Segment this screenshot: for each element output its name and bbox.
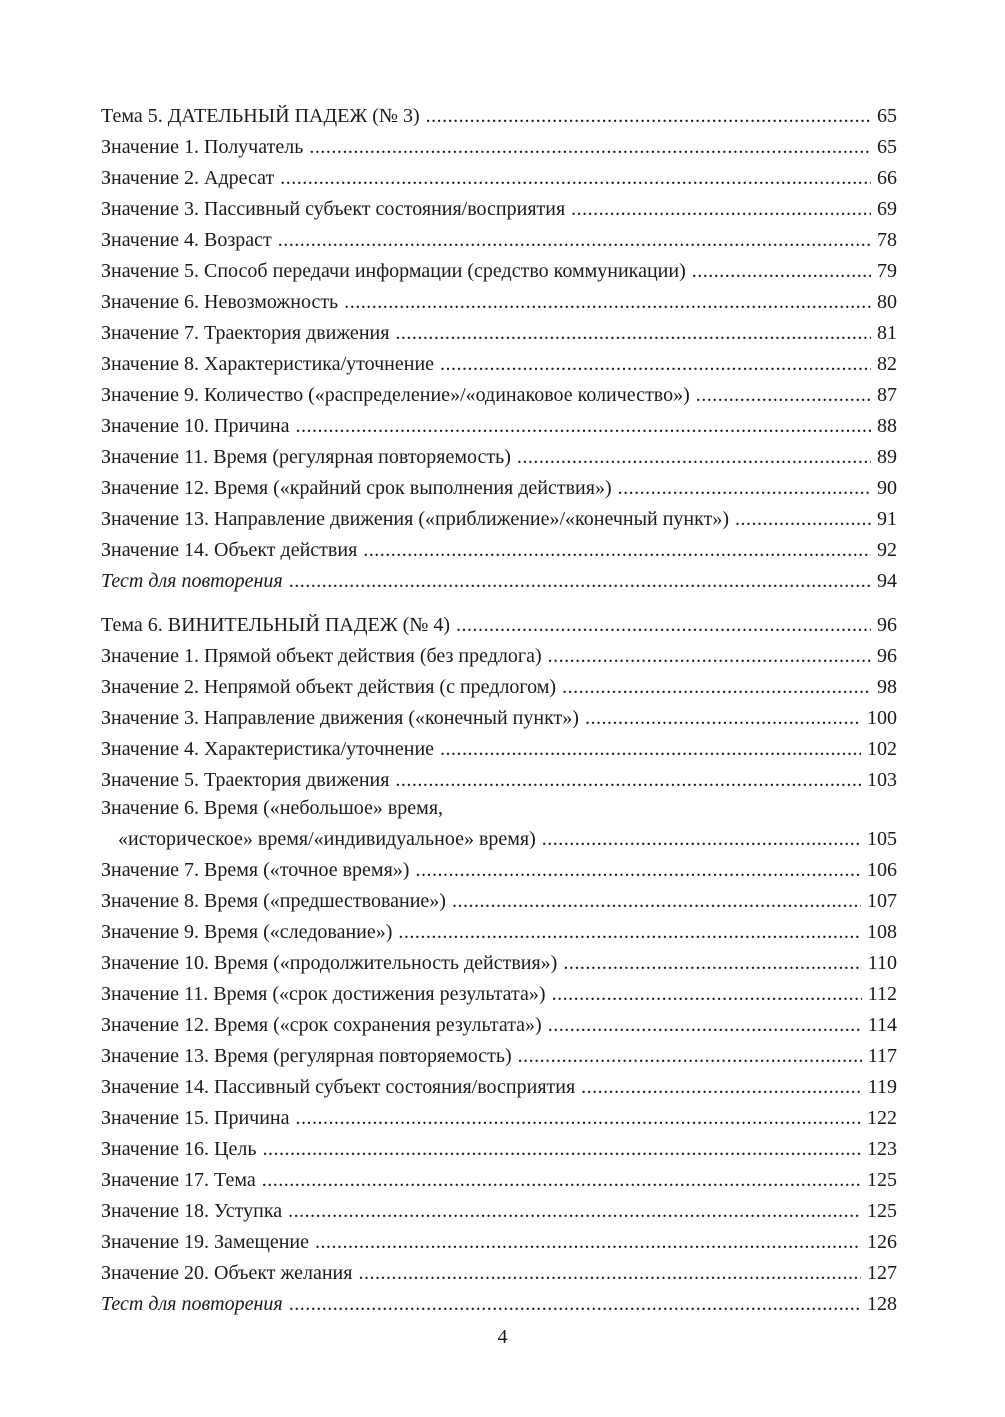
toc-entry-label: Значение 9. Количество («распределение»/«одинаковое количество») [101, 384, 690, 406]
toc-leader-dots [426, 101, 871, 132]
toc-entry-label: Значение 20. Объект желания [101, 1262, 353, 1284]
toc-entry-label: Значение 13. Время (регулярная повторяемость) [101, 1045, 512, 1067]
toc-entry-page: 117 [867, 1045, 897, 1067]
toc-leader-dots [517, 442, 871, 473]
toc-entry-label: Значение 5. Траектория движения [101, 769, 390, 791]
toc-entry-label: Значение 16. Цель [101, 1138, 257, 1160]
toc-entry-page: 112 [867, 983, 897, 1005]
toc-entry-label: Значение 3. Пассивный субъект состояния/восприятия [101, 198, 566, 220]
toc-entry-label: Тест для повторения [101, 1293, 283, 1315]
toc-entry-page: 65 [877, 136, 897, 158]
toc-entry[interactable] [101, 703, 897, 734]
toc-entry-label: Значение 18. Уступка [101, 1200, 283, 1222]
toc-entry-page: 122 [867, 1107, 897, 1129]
toc-section-dative [101, 101, 897, 597]
toc-entry-page: 98 [877, 676, 897, 698]
toc-entry-page: 91 [877, 508, 897, 530]
toc-entry[interactable] [101, 1196, 897, 1227]
toc-leader-dots [542, 824, 861, 855]
toc-entry[interactable] [101, 886, 897, 917]
toc-entry-page: 103 [867, 769, 897, 791]
toc-entry[interactable] [101, 256, 897, 287]
toc-leader-dots [278, 225, 871, 256]
toc-entry-label: Значение 4. Характеристика/уточнение [101, 738, 435, 760]
toc-entry-page: 88 [877, 415, 897, 437]
toc-entry-page: 100 [867, 707, 897, 729]
toc-entry-label: Значение 1. Получатель [101, 136, 304, 158]
toc-entry-label: Значение 2. Непрямой объект действия (с предлогом) [101, 676, 557, 698]
toc-entry[interactable] [101, 163, 897, 194]
toc-entry[interactable] [101, 194, 897, 225]
toc-entry[interactable] [101, 855, 897, 886]
toc-entry-page: 96 [877, 645, 897, 667]
toc-entry-label: Тест для повторения [101, 570, 283, 592]
toc-entry[interactable] [101, 1258, 897, 1289]
toc-entry-page: 119 [867, 1076, 897, 1098]
toc-leader-dots [452, 886, 861, 917]
toc-entry-label: Значение 14. Объект действия [101, 539, 358, 561]
toc-leader-dots [618, 473, 871, 504]
toc-entry[interactable] [101, 1227, 897, 1258]
toc-entry[interactable] [101, 948, 897, 979]
toc-entry-label: Значение 9. Время («следование») [101, 921, 393, 943]
toc-leader-dots [562, 672, 871, 703]
toc-entry[interactable] [101, 380, 897, 411]
toc-entry[interactable] [101, 765, 897, 796]
toc-entry-label: Значение 6. Невозможность [101, 291, 339, 313]
toc-leader-dots [692, 256, 871, 287]
toc-entry[interactable] [101, 442, 897, 473]
toc-leader-dots [262, 1165, 861, 1196]
toc-entry-page: 90 [877, 477, 897, 499]
toc-entry-label: Значение 2. Адресат [101, 167, 275, 189]
toc-leader-dots [288, 1196, 861, 1227]
toc-entry-page: 114 [867, 1014, 897, 1036]
toc-entry-review-test[interactable] [101, 566, 897, 597]
toc-entry[interactable] [101, 1010, 897, 1041]
toc-leader-dots [456, 610, 871, 641]
toc-leader-dots [440, 734, 861, 765]
toc-leader-dots [363, 535, 871, 566]
toc-entry-page: 106 [867, 859, 897, 881]
toc-entry-label: Тема 6. ВИНИТЕЛЬНЫЙ ПАДЕЖ (№ 4) [101, 614, 451, 636]
toc-entry[interactable] [101, 1072, 897, 1103]
toc-entry-label: Значение 17. Тема [101, 1169, 256, 1191]
toc-entry[interactable] [101, 132, 897, 163]
toc-entry-multiline[interactable] [101, 796, 897, 824]
toc-entry-page: 102 [867, 738, 897, 760]
toc-entry-heading[interactable] [101, 101, 897, 132]
toc-entry-label: Значение 12. Время («срок сохранения результата») [101, 1014, 542, 1036]
toc-leader-dots [395, 765, 861, 796]
toc-leader-dots [398, 917, 861, 948]
toc-entry[interactable] [101, 411, 897, 442]
toc-leader-dots [440, 349, 871, 380]
toc-entry-label: Значение 4. Возраст [101, 229, 272, 251]
toc-entry-page: 110 [867, 952, 897, 974]
toc-entry-page: 79 [877, 260, 897, 282]
toc-entry-label: Значение 10. Причина [101, 415, 290, 437]
toc-entry-label: Значение 10. Время («продолжительность действия») [101, 952, 558, 974]
page-number: 4 [497, 1326, 508, 1348]
toc-leader-dots [395, 318, 871, 349]
toc-entry-label: Значение 19. Замещение [101, 1231, 310, 1253]
toc-entry[interactable] [101, 225, 897, 256]
toc-leader-dots [280, 163, 871, 194]
toc-entry-page: 89 [877, 446, 897, 468]
toc-entry-label: Значение 7. Траектория движения [101, 322, 390, 344]
toc-entry-page: 87 [877, 384, 897, 406]
toc-entry-label: Значение 1. Прямой объект действия (без предлога) [101, 645, 542, 667]
toc-leader-dots [309, 132, 871, 163]
toc-entry-page: 69 [877, 198, 897, 220]
toc-entry-page: 128 [867, 1293, 897, 1315]
table-of-contents [101, 101, 897, 1320]
toc-entry-continuation[interactable] [101, 824, 897, 855]
toc-entry-page: 123 [867, 1138, 897, 1160]
toc-entry[interactable] [101, 672, 897, 703]
toc-leader-dots [315, 1227, 861, 1258]
toc-leader-dots [548, 1010, 862, 1041]
toc-entry-page: 78 [877, 229, 897, 251]
toc-entry-review-test[interactable] [101, 1289, 897, 1320]
toc-entry-label: Значение 7. Время («точное время») [101, 859, 410, 881]
toc-entry-page: 127 [867, 1262, 897, 1284]
toc-entry-label: Значение 11. Время («срок достижения результата») [101, 983, 546, 1005]
toc-leader-dots [571, 194, 871, 225]
toc-entry-label: Значение 14. Пассивный субъект состояния/восприятия [101, 1076, 576, 1098]
toc-entry[interactable] [101, 917, 897, 948]
toc-entry[interactable] [101, 1165, 897, 1196]
toc-entry[interactable] [101, 1041, 897, 1072]
toc-entry-page: 80 [877, 291, 897, 313]
toc-entry-label: Значение 13. Направление движения («приближение»/«конечный пункт») [101, 508, 729, 530]
toc-leader-dots [552, 979, 862, 1010]
toc-entry[interactable] [101, 535, 897, 566]
toc-leader-dots [296, 411, 871, 442]
toc-entry-page: 66 [877, 167, 897, 189]
toc-entry-page: 125 [867, 1200, 897, 1222]
toc-entry-page: 81 [877, 322, 897, 344]
toc-leader-dots [289, 1289, 861, 1320]
toc-entry[interactable] [101, 1134, 897, 1165]
toc-leader-dots [518, 1041, 862, 1072]
toc-leader-dots [585, 703, 861, 734]
toc-entry-label: Тема 5. ДАТЕЛЬНЫЙ ПАДЕЖ (№ 3) [101, 105, 420, 127]
toc-entry-page: 94 [877, 570, 897, 592]
toc-entry-label: Значение 11. Время (регулярная повторяемость) [101, 446, 511, 468]
toc-leader-dots [735, 504, 871, 535]
toc-entry[interactable] [101, 641, 897, 672]
toc-entry-page: 126 [867, 1231, 897, 1253]
toc-entry[interactable] [101, 287, 897, 318]
toc-entry-page: 105 [867, 828, 897, 850]
toc-entry[interactable] [101, 979, 897, 1010]
toc-leader-dots [344, 287, 871, 318]
toc-entry[interactable] [101, 349, 897, 380]
toc-leader-dots [415, 855, 861, 886]
toc-entry-label: Значение 3. Направление движения («конечный пункт») [101, 707, 579, 729]
toc-entry-page: 82 [877, 353, 897, 375]
toc-leader-dots [262, 1134, 861, 1165]
toc-entry-heading[interactable] [101, 610, 897, 641]
toc-leader-dots [696, 380, 871, 411]
toc-leader-dots [548, 641, 871, 672]
toc-entry-page: 96 [877, 614, 897, 636]
toc-entry-page: 108 [867, 921, 897, 943]
toc-leader-dots [581, 1072, 862, 1103]
toc-entry-label: Значение 6. Время («небольшое» время, [101, 797, 444, 819]
toc-leader-dots [289, 566, 871, 597]
toc-entry[interactable] [101, 473, 897, 504]
toc-entry-page: 107 [867, 890, 897, 912]
toc-entry-label: Значение 15. Причина [101, 1107, 290, 1129]
toc-entry[interactable] [101, 504, 897, 535]
toc-entry-page: 125 [867, 1169, 897, 1191]
toc-entry-label-continuation: «историческое» время/«индивидуальное» время) [118, 828, 536, 850]
toc-leader-dots [563, 948, 861, 979]
toc-entry-label: Значение 5. Способ передачи информации (средство коммуникации) [101, 260, 686, 282]
toc-leader-dots [296, 1103, 861, 1134]
toc-entry-label: Значение 12. Время («крайний срок выполнения действия») [101, 477, 612, 499]
toc-entry-page: 92 [877, 539, 897, 561]
toc-entry[interactable] [101, 318, 897, 349]
toc-entry-label: Значение 8. Характеристика/уточнение [101, 353, 435, 375]
toc-entry-label: Значение 8. Время («предшествование») [101, 890, 446, 912]
toc-entry-page: 65 [877, 105, 897, 127]
toc-leader-dots [358, 1258, 861, 1289]
toc-entry[interactable] [101, 1103, 897, 1134]
toc-entry[interactable] [101, 734, 897, 765]
toc-section-accusative [101, 610, 897, 1320]
